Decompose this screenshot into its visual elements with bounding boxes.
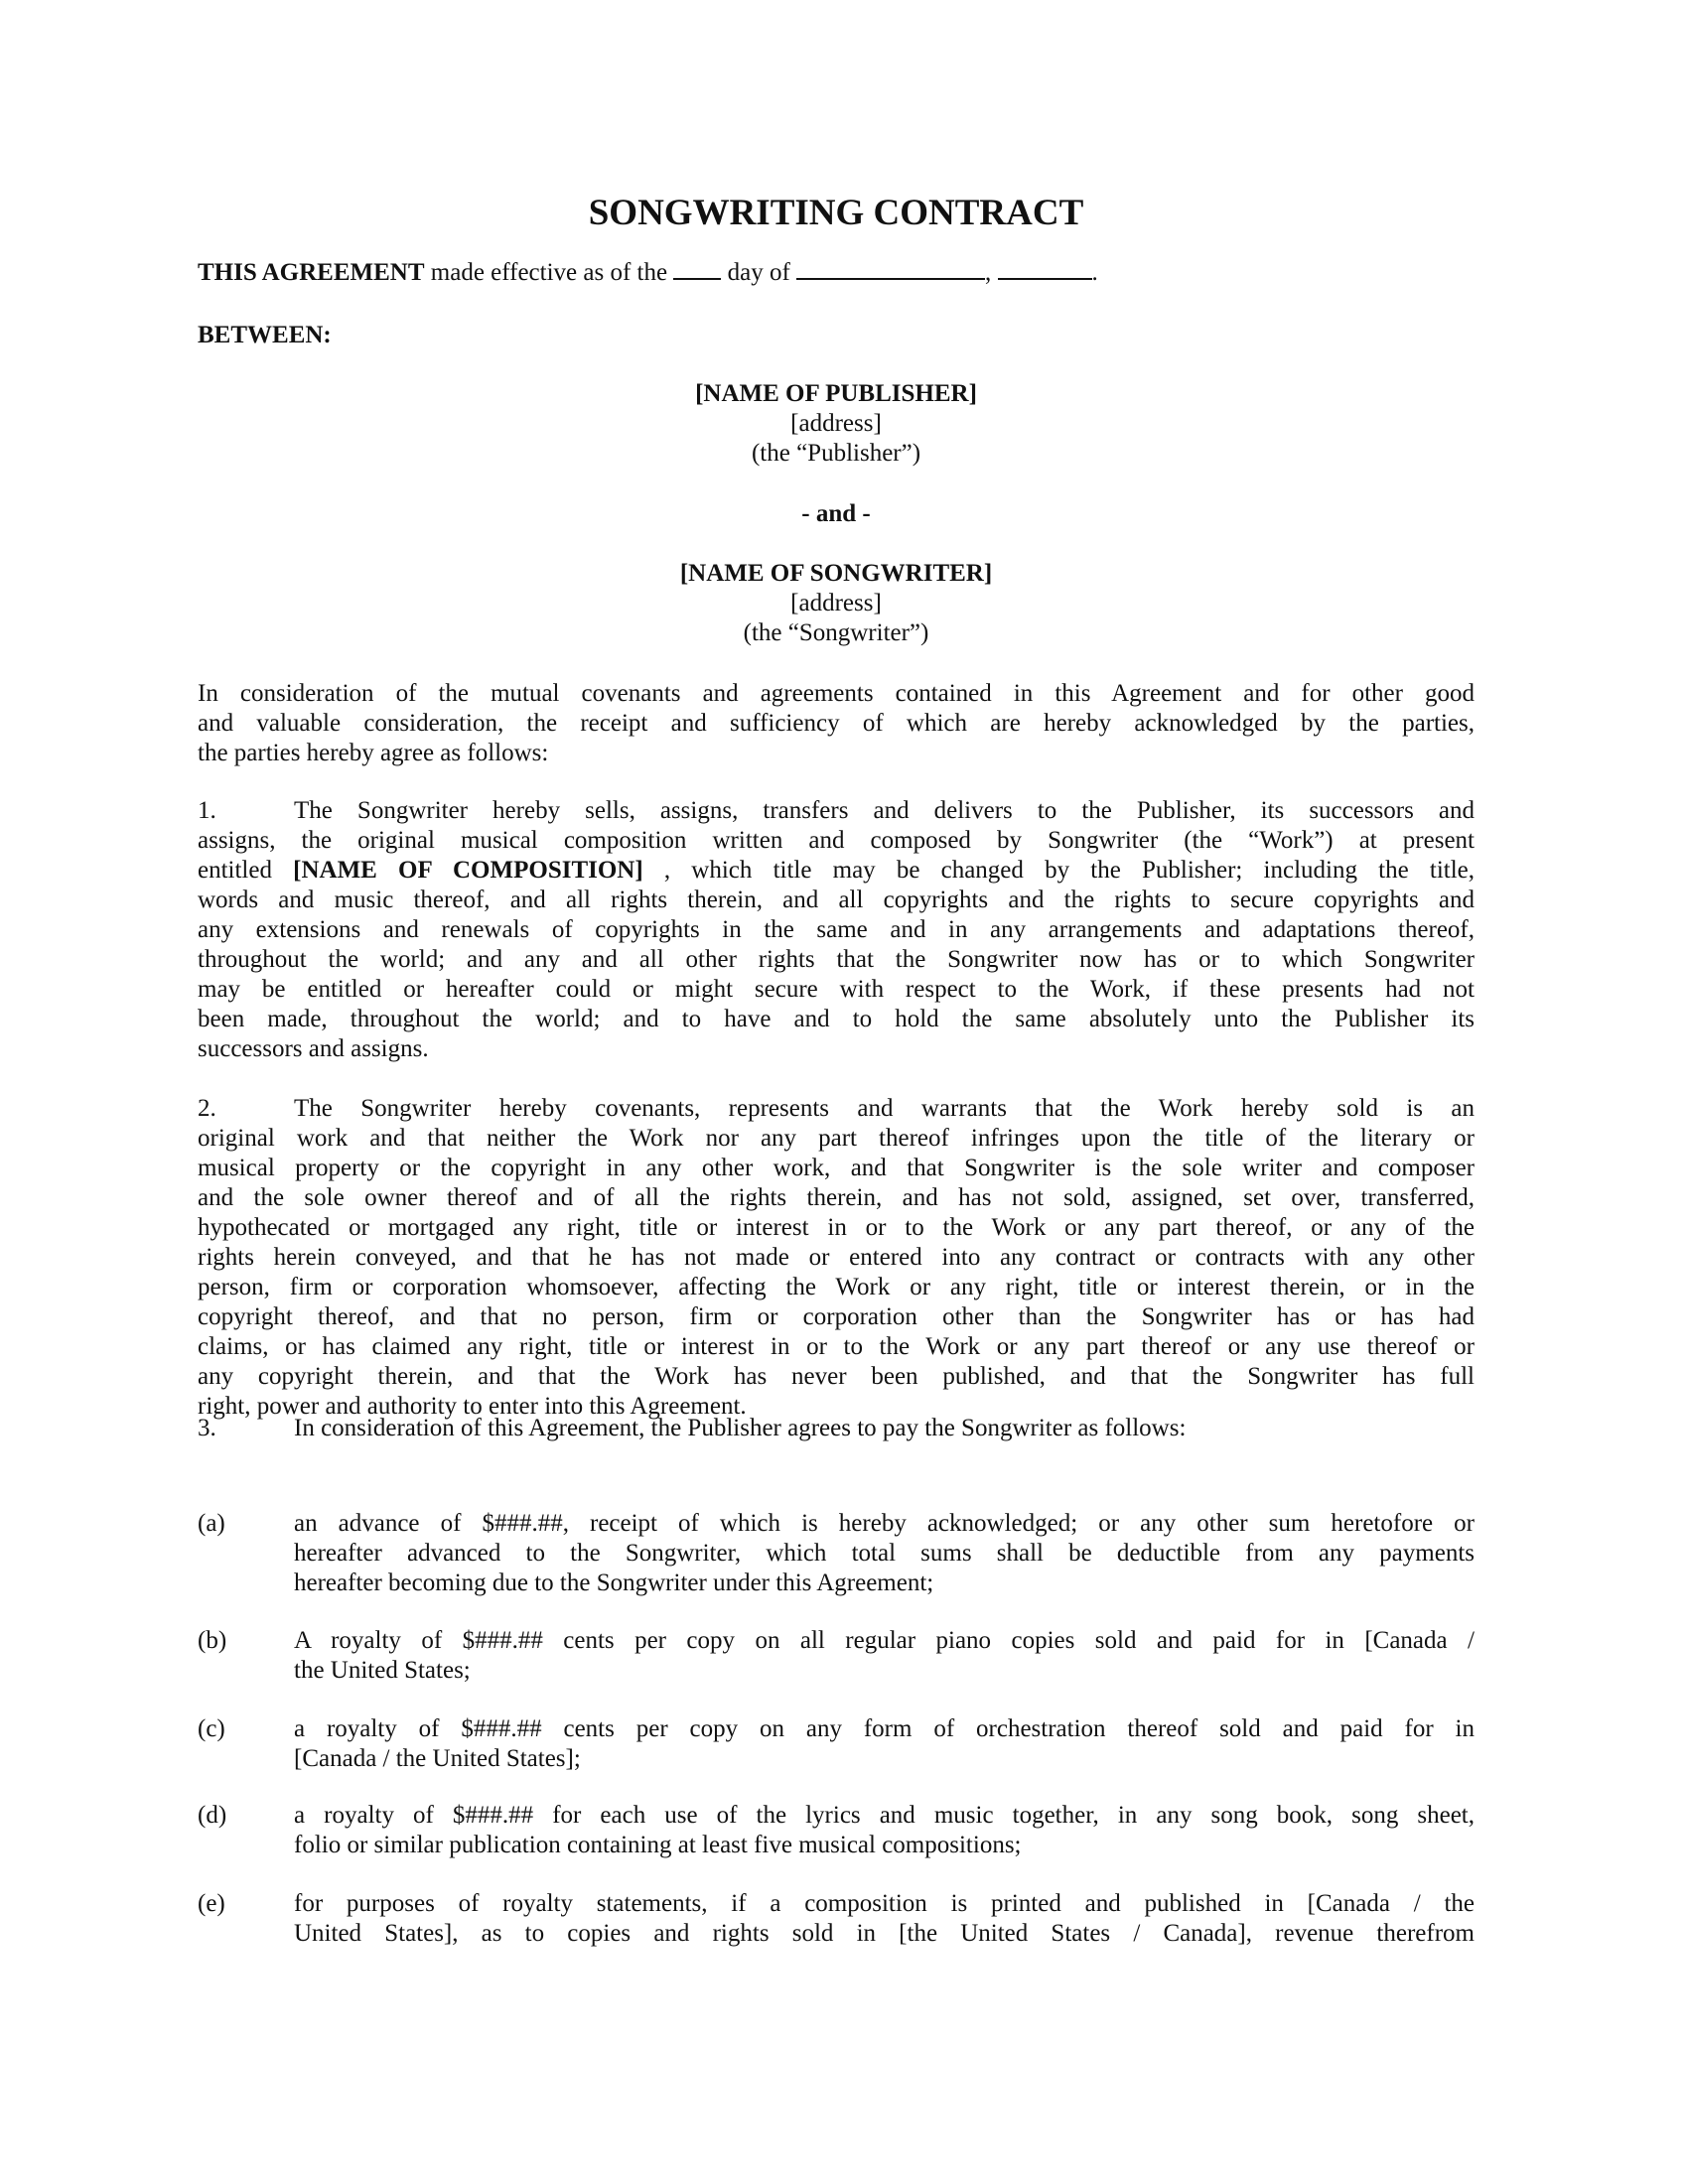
sub-clause-d xyxy=(198,1801,1475,1860)
text-line: and valuable consideration, the receipt and sufficiency of which are hereby acknowledged by the parties, xyxy=(198,710,1475,737)
clause-2-first-line xyxy=(198,1094,1475,1124)
clause-number: 1. xyxy=(198,797,216,824)
sub-clause-text xyxy=(294,1714,1475,1774)
clause-number: 2. xyxy=(198,1095,216,1122)
composition-name: [NAME OF COMPOSITION] xyxy=(293,857,643,884)
text-line: an advance of $###.##, receipt of which is hereby acknowledged; or any other sum heretofore or xyxy=(294,1510,1475,1537)
month-blank[interactable] xyxy=(796,258,985,280)
sub-clause-label: (e) xyxy=(198,1890,225,1917)
clause-text: The Songwriter hereby covenants, represents and warrants that the Work hereby sold is an xyxy=(294,1095,1475,1122)
clause-3 xyxy=(198,1414,1475,1443)
day-blank[interactable] xyxy=(673,258,721,280)
sub-clause-e xyxy=(198,1889,1475,1949)
publisher-address: [address] xyxy=(790,410,882,437)
text: , which title may be changed by the Publisher; including the title, xyxy=(663,857,1476,884)
text-line: person, firm or corporation whomsoever, affecting the Work or any right, title or interest therein, or in the xyxy=(198,1274,1475,1300)
songwriter-name: [NAME OF SONGWRITER] xyxy=(679,560,993,587)
clause-2 xyxy=(198,1094,1475,1422)
sub-clause-label: (c) xyxy=(198,1715,225,1742)
text-line: A royalty of $###.## cents per copy on all regular piano copies sold and paid for in [Canada / xyxy=(294,1627,1475,1654)
text-line: a royalty of $###.## for each use of the lyrics and music together, in any song book, song sheet, xyxy=(294,1802,1475,1829)
text-line: hereafter advanced to the Songwriter, which total sums shall be deductible from any payments xyxy=(294,1540,1475,1567)
clause-line: assigns, the original musical composition written and composed by Songwriter (the “Work”) at present xyxy=(198,827,1475,854)
text-line: the United States; xyxy=(294,1657,471,1684)
songwriter-defined-term: (the “Songwriter”) xyxy=(743,619,929,646)
sub-clause-label: (a) xyxy=(198,1510,225,1537)
text-line: and the sole owner thereof and of all the rights therein, and has not sold, assigned, set over, transferred, xyxy=(198,1184,1475,1211)
recitals-paragraph xyxy=(198,679,1475,768)
sub-clause-label: (d) xyxy=(198,1802,227,1829)
text-line: the parties hereby agree as follows: xyxy=(198,740,549,766)
text-line: may be entitled or hereafter could or might secure with respect to the Work, if these presents had not xyxy=(198,976,1475,1003)
text-line: claims, or has claimed any right, title or interest in or to the Work or any part thereof or any use thereof or xyxy=(198,1333,1475,1360)
effective-date-line xyxy=(198,258,1475,288)
sub-clause-text xyxy=(294,1889,1475,1949)
sub-clause-c xyxy=(198,1714,1475,1774)
effective-text: made effective as of the xyxy=(424,259,674,286)
between-heading: BETWEEN: xyxy=(198,322,332,348)
songwriter-address: [address] xyxy=(790,590,882,616)
text-line: hypothecated or mortgaged any right, title or interest in or to the Work or any part thereof, or any of the xyxy=(198,1214,1475,1241)
clause-text: In consideration of this Agreement, the Publisher agrees to pay the Songwriter as follows: xyxy=(294,1415,1187,1441)
sub-clause-text xyxy=(294,1801,1475,1860)
text-line: a royalty of $###.## cents per copy on any form of orchestration thereof sold and paid for in xyxy=(294,1715,1475,1742)
text-line: right, power and authority to enter into this Agreement. xyxy=(198,1393,747,1420)
clause-text: The Songwriter hereby sells, assigns, transfers and delivers to the Publisher, its successors and xyxy=(294,797,1475,824)
text-line: hereafter becoming due to the Songwriter under this Agreement; xyxy=(294,1570,934,1596)
text-line: copyright thereof, and that no person, firm or corporation other than the Songwriter has or has had xyxy=(198,1303,1475,1330)
text-line: been made, throughout the world; and to have and to hold the same absolutely unto the Publisher its xyxy=(198,1006,1475,1032)
publisher-block xyxy=(198,379,1475,469)
sub-clause-text xyxy=(294,1626,1475,1686)
clause-line-composition xyxy=(198,856,1475,886)
text-line: In consideration of the mutual covenants and agreements contained in this Agreement and for other good xyxy=(198,680,1475,707)
document-title: SONGWRITING CONTRACT xyxy=(588,193,1084,233)
songwriter-block xyxy=(198,559,1475,648)
text-line: original work and that neither the Work nor any part thereof infringes upon the title of the literary or xyxy=(198,1125,1475,1152)
clause-1-first-line xyxy=(198,796,1475,826)
clause-1 xyxy=(198,796,1475,1064)
agreement-label: THIS AGREEMENT xyxy=(198,259,425,286)
publisher-name: [NAME OF PUBLISHER] xyxy=(695,380,977,407)
day-of-text: day of xyxy=(721,259,797,286)
text-line: words and music thereof, and all rights therein, and all copyrights and the rights to secure copyrights and xyxy=(198,887,1475,913)
period-text: . xyxy=(1091,259,1098,286)
publisher-defined-term: (the “Publisher”) xyxy=(751,440,921,467)
comma-text: , xyxy=(985,259,998,286)
text-line: folio or similar publication containing at least five musical compositions; xyxy=(294,1832,1022,1858)
text-line: for purposes of royalty statements, if a composition is printed and published in [Canada / the xyxy=(294,1890,1475,1917)
sub-clause-a xyxy=(198,1509,1475,1598)
text-line: rights herein conveyed, and that he has not made or entered into any contract or contracts with any other xyxy=(198,1244,1475,1271)
text-line: successors and assigns. xyxy=(198,1035,429,1062)
text: entitled xyxy=(198,857,294,884)
text-line: musical property or the copyright in any other work, and that Songwriter is the sole writer and composer xyxy=(198,1155,1475,1181)
sub-clause-label: (b) xyxy=(198,1627,227,1654)
text-line: [Canada / the United States]; xyxy=(294,1745,581,1772)
sub-clause-text xyxy=(294,1509,1475,1598)
and-separator: - and - xyxy=(801,500,871,527)
text-line: United States], as to copies and rights sold in [the United States / Canada], revenue therefrom xyxy=(294,1920,1475,1947)
sub-clause-b xyxy=(198,1626,1475,1686)
year-blank[interactable] xyxy=(998,258,1092,280)
text-line: throughout the world; and any and all other rights that the Songwriter now has or to which Songwriter xyxy=(198,946,1475,973)
clause-number: 3. xyxy=(198,1415,216,1441)
text-line: any copyright therein, and that the Work has never been published, and that the Songwriter has full xyxy=(198,1363,1475,1390)
text-line: any extensions and renewals of copyrights in the same and in any arrangements and adaptations thereof, xyxy=(198,916,1475,943)
